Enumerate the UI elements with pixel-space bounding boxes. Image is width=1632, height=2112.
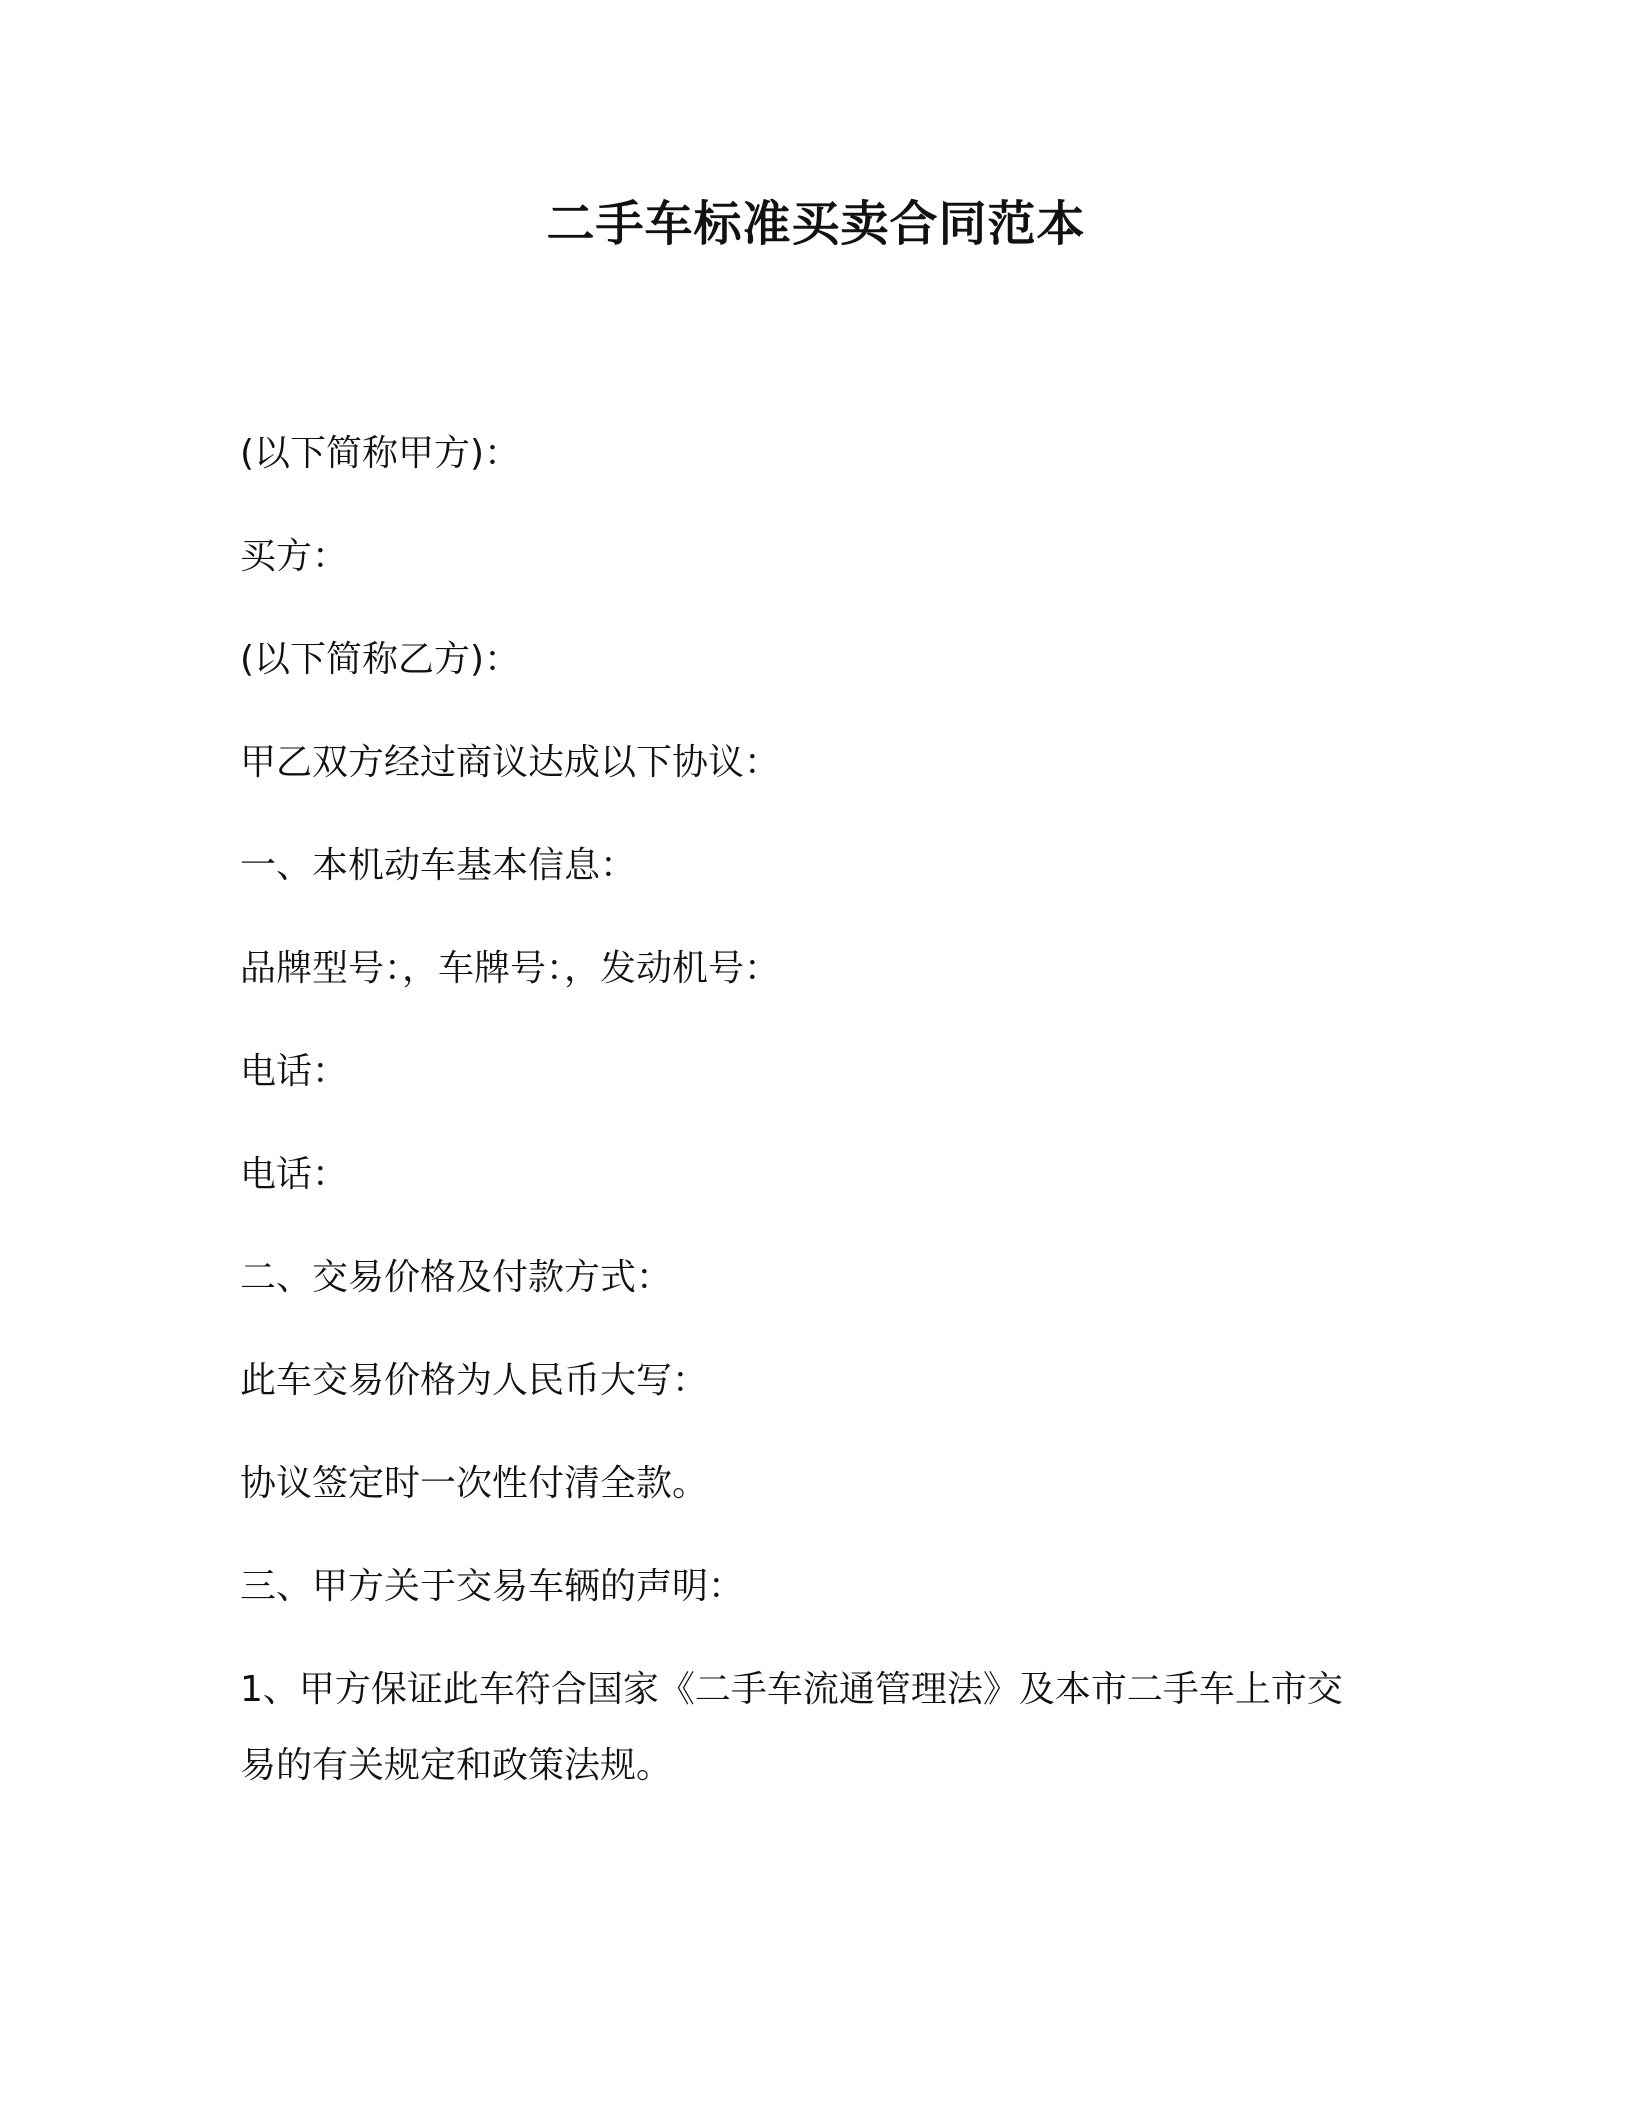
party-b-note: (以下简称乙方)：	[240, 639, 521, 680]
section-1-heading: 一、本机动车基本信息：	[240, 845, 637, 886]
clause-1	[240, 1652, 1390, 1804]
document-title: 二手车标准买卖合同范本	[546, 196, 1086, 252]
clause-1-line-2: 易的有关规定和政策法规。	[240, 1745, 673, 1786]
buyer-label: 买方：	[240, 536, 349, 577]
section-2-heading: 二、交易价格及付款方式：	[240, 1257, 673, 1298]
price-line: 此车交易价格为人民币大写：	[240, 1360, 709, 1401]
party-a-note: (以下简称甲方)：	[240, 433, 521, 474]
vehicle-info-line: 品牌型号：，车牌号：，发动机号：	[240, 948, 781, 989]
section-3-heading: 三、甲方关于交易车辆的声明：	[240, 1566, 745, 1607]
clause-1-line-1: 1、甲方保证此车符合国家《二手车流通管理法》及本市二手车上市交	[240, 1669, 1343, 1710]
phone-line-2: 电话：	[240, 1154, 349, 1195]
agreement-intro: 甲乙双方经过商议达成以下协议：	[240, 742, 781, 783]
phone-line-1: 电话：	[240, 1051, 349, 1092]
payment-line: 协议签定时一次性付清全款。	[240, 1463, 709, 1504]
document-body	[240, 416, 1390, 1831]
